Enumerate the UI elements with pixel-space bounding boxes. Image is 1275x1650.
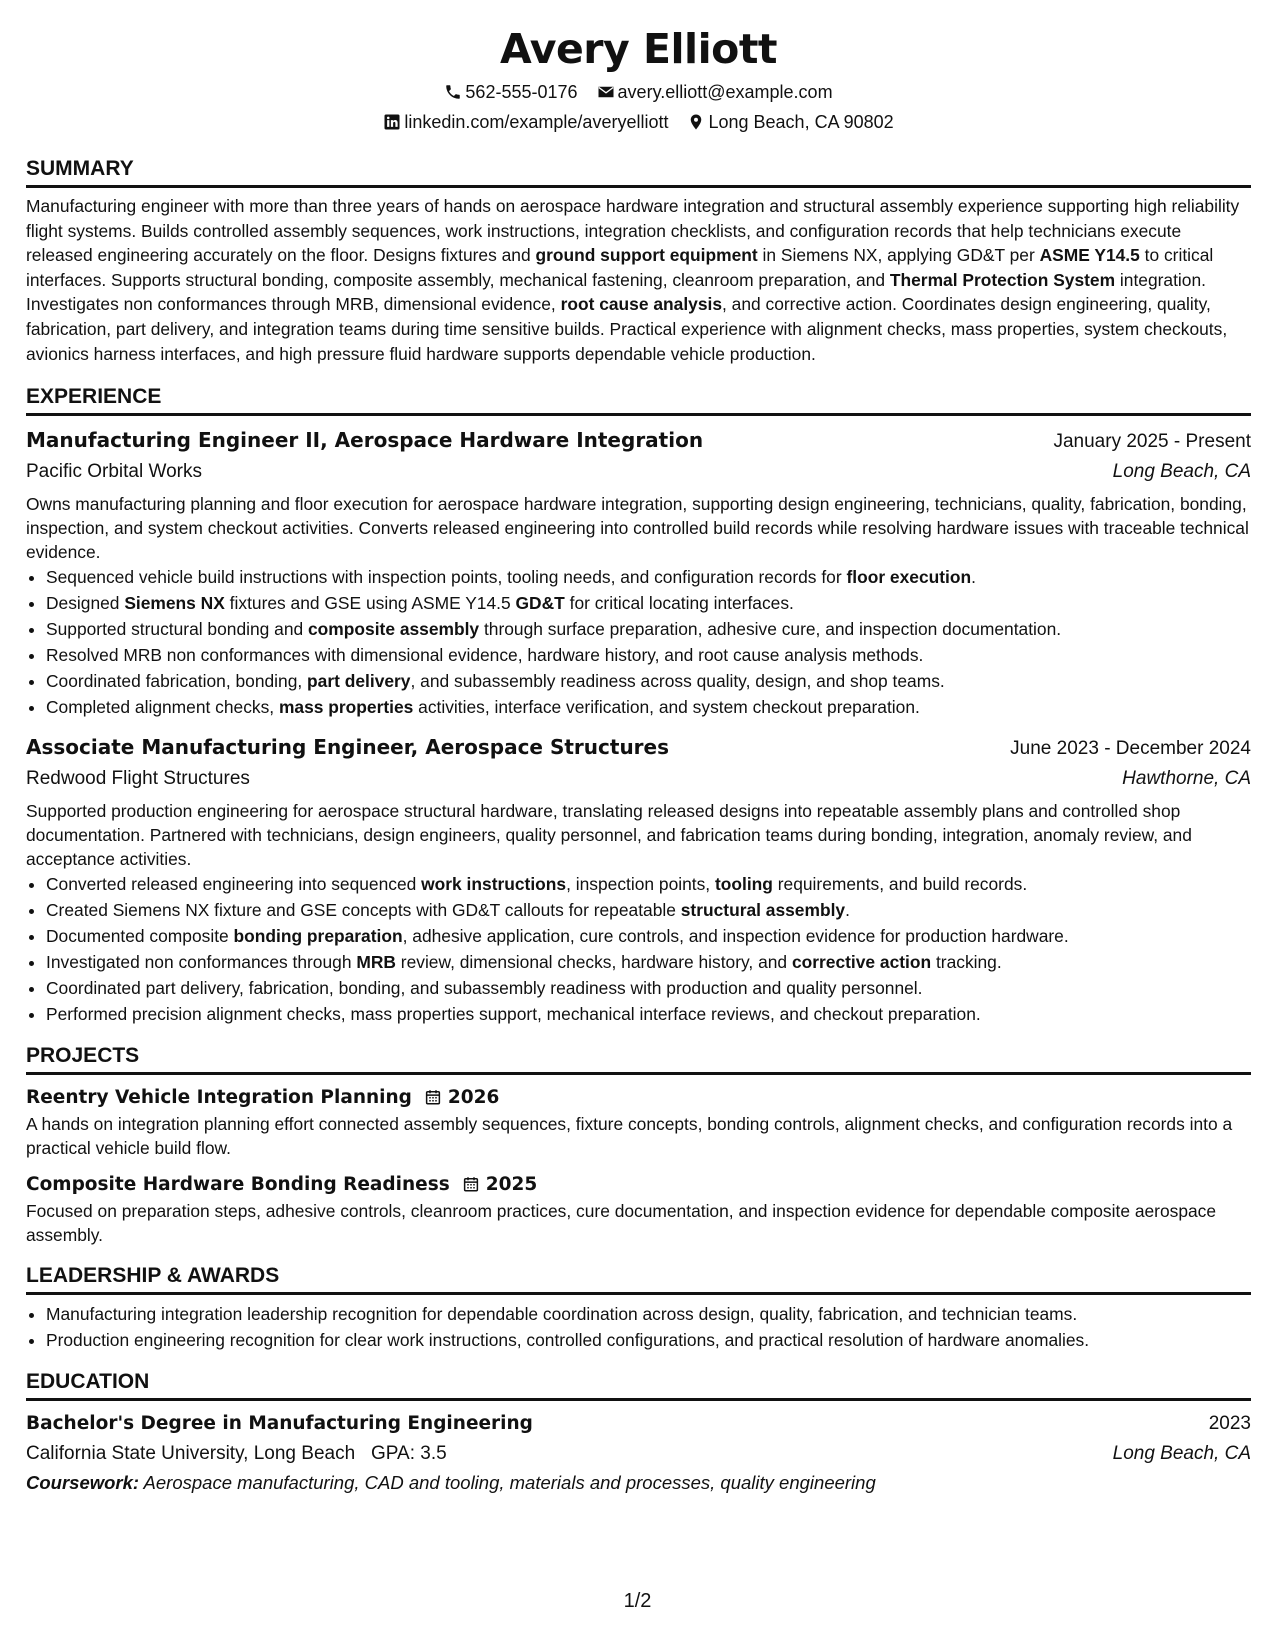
job-bullet (46, 897, 1251, 923)
job-bullet (46, 949, 1251, 975)
coursework-label: Coursework: (26, 1472, 140, 1494)
school: California State University, Long Beach (26, 1443, 356, 1465)
bullet-text: Documented composite (46, 926, 234, 947)
awards-list (26, 1301, 1251, 1353)
bullet-bold: mass properties (278, 697, 414, 718)
calendar-icon (462, 1175, 480, 1193)
job-location: Hawthorne, CA (1122, 768, 1251, 790)
phone-icon (444, 83, 462, 101)
job-dates: January 2025 - Present (1053, 431, 1251, 453)
degree: Bachelor's Degree in Manufacturing Engineering (26, 1413, 533, 1435)
company-name: Redwood Flight Structures (26, 768, 250, 790)
job-bullet (46, 642, 1251, 668)
summary-bold: ground support equipment (535, 245, 758, 266)
summary-text: in Siemens NX, applying GD&T per (757, 245, 1040, 266)
bullet-text: through surface preparation, adhesive cure, and inspection documentation. (479, 619, 1062, 640)
experience-list (26, 425, 1251, 1027)
bullet-text: Supported structural bonding and (46, 619, 309, 640)
bullet-text: Coordinated fabrication, bonding, (46, 671, 308, 692)
coursework-text: Aerospace manufacturing, CAD and tooling, materials and processes, quality engineering (143, 1472, 876, 1494)
experience-heading: EXPERIENCE (26, 384, 1251, 416)
bullet-text: activities, interface verification, and system checkout preparation. (413, 697, 920, 718)
envelope-icon (597, 83, 615, 101)
award-item: • Manufacturing integration leadership recognition for dependable coordination across design, quality, fabrication, and technician teams. (46, 1301, 1251, 1327)
page-number: 1/2 (623, 1590, 652, 1612)
bullet-bold: bonding preparation (233, 926, 403, 947)
job-title: Manufacturing Engineer II, Aerospace Hardware Integration (26, 428, 704, 453)
bullet-text: , and subassembly readiness across quality, design, and shop teams. (410, 671, 945, 692)
linkedin-contact[interactable] (383, 110, 668, 134)
summary-text: to critical interfaces. Supports structural bonding, composite assembly, mechanical fastening, cleanroom preparation, and (26, 245, 1214, 290)
project-description: Focused on preparation steps, adhesive controls, cleanroom practices, cure documentation, and inspection evidence for dependable composite aerospace assembly. (26, 1201, 1217, 1246)
job-bullet (46, 923, 1251, 949)
project-year: 2026 (447, 1087, 500, 1109)
bullet-bold: GD&T (515, 593, 565, 614)
contact-row-2 (26, 110, 1251, 134)
bullet-bold: tooling (714, 874, 773, 895)
email-text: avery.elliott@example.com (617, 82, 833, 102)
email-contact[interactable] (597, 80, 833, 104)
summary-text: integration. Investigates non conformances through MRB, dimensional evidence, (26, 269, 1206, 315)
education-entry (26, 1409, 1251, 1497)
job-bullet (46, 590, 1251, 616)
job-bullet (46, 871, 1251, 897)
summary-bold: ASME Y14.5 (1039, 245, 1140, 266)
bullet-bold: corrective action (791, 952, 932, 973)
phone-text: 562-555-0176 (465, 82, 578, 102)
project-year: 2025 (485, 1174, 538, 1196)
award-item: • Production engineering recognition for clear work instructions, controlled configurations, and practical resolution of hardware anomalies. (46, 1327, 1251, 1353)
school-line (26, 1439, 447, 1469)
candidate-name: Avery Elliott (499, 25, 778, 73)
bullet-text: , adhesive application, cure controls, and inspection evidence for production hardware. (402, 926, 1069, 947)
job-description: Owns manufacturing planning and floor execution for aerospace hardware integration, supporting design engineering, technicians, quality, fabrication, bonding, inspection, and system checkout activities. Converts released engineering into controlled build records while resolving hardware issues with traceable technical evidence. (26, 494, 1249, 563)
map-pin-icon (687, 113, 705, 131)
bullet-text: tracking. (931, 952, 1002, 973)
location-contact (687, 110, 893, 134)
summary-bold: Thermal Protection System (889, 269, 1116, 290)
bullet-text: Investigated non conformances through (46, 952, 357, 973)
project-title: Reentry Vehicle Integration Planning (26, 1087, 412, 1109)
job-entry (26, 732, 1251, 1027)
bullet-text: Sequenced vehicle build instructions with inspection points, tooling needs, and configuration records for (46, 567, 847, 588)
summary-heading: SUMMARY (26, 156, 1251, 188)
job-description: Supported production engineering for aerospace structural hardware, translating released designs into repeatable assembly plans and controlled shop documentation. Partnered with technicians, design engineers, quality personnel, and fabrication teams during bonding, integration, anomaly review, and acceptance activities. (26, 801, 1192, 870)
project-title-line (26, 1084, 1251, 1112)
projects-list (26, 1084, 1251, 1247)
bullet-text: for critical locating interfaces. (564, 593, 794, 614)
bullet-text: fixtures and GSE using ASME Y14.5 (224, 593, 516, 614)
job-bullet (46, 564, 1251, 590)
bullet-bold: structural assembly (680, 900, 846, 921)
summary-text: Manufacturing engineer with more than three years of hands on aerospace hardware integration and structural assembly experience supporting high reliability flight systems. Builds controlled assembly sequences, work instructions, integration checklists, and configuration records that help technicians execute released engineering accurately on the floor. Designs fixtures and (26, 196, 1240, 266)
bullet-bold: floor execution (846, 567, 972, 588)
job-bullets (26, 871, 1251, 1027)
job-bullet (46, 694, 1251, 720)
education-heading: EDUCATION (26, 1369, 1251, 1401)
bullet-bold: part delivery (307, 671, 411, 692)
job-dates: June 2023 - December 2024 (1010, 738, 1251, 760)
awards-heading: LEADERSHIP & AWARDS (26, 1263, 1251, 1295)
job-entry (26, 425, 1251, 720)
project-entry (26, 1084, 1251, 1160)
contact-row-1 (26, 80, 1251, 104)
bullet-bold: work instructions (421, 874, 567, 895)
linkedin-text: linkedin.com/example/averyelliott (404, 112, 669, 132)
bullet-text: Performed precision alignment checks, mass properties support, mechanical interface reviews, and checkout preparation. (46, 1004, 981, 1025)
job-bullet (46, 668, 1251, 694)
calendar-icon (424, 1088, 442, 1106)
school-location: Long Beach, CA (1112, 1443, 1251, 1465)
bullet-text: Resolved MRB non conformances with dimensional evidence, hardware history, and root cause analysis methods. (46, 645, 924, 666)
bullet-text: Converted released engineering into sequenced (46, 874, 422, 895)
bullet-text: Created Siemens NX fixture and GSE concepts with GD&T callouts for repeatable (46, 900, 681, 921)
phone-contact[interactable] (444, 80, 577, 104)
bullet-text: . (971, 567, 976, 588)
job-bullet (46, 616, 1251, 642)
project-title-line (26, 1171, 1251, 1199)
bullet-text: requirements, and build records. (772, 874, 1028, 895)
projects-heading: PROJECTS (26, 1043, 1251, 1075)
resume-page (26, 18, 1251, 1497)
job-bullets (26, 564, 1251, 720)
graduation-year: 2023 (1208, 1413, 1251, 1435)
bullet-text: , inspection points, (566, 874, 715, 895)
bullet-text: Completed alignment checks, (46, 697, 279, 718)
project-description: A hands on integration planning effort connected assembly sequences, fixture concepts, bonding controls, alignment checks, and configuration records into a practical vehicle build flow. (26, 1114, 1233, 1159)
summary-text: , and corrective action. Coordinates design engineering, quality, fabrication, part delivery, and integration teams during time sensitive builds. Practical experience with alignment checks, mass properties, system checkouts, avionics harness interfaces, and high pressure fluid hardware supports dependable vehicle production. (26, 294, 1228, 364)
bullet-bold: MRB (356, 952, 396, 973)
bullet-bold: composite assembly (308, 619, 480, 640)
job-bullet (46, 975, 1251, 1001)
company-name: Pacific Orbital Works (26, 461, 202, 483)
bullet-bold: Siemens NX (124, 593, 225, 614)
bullet-text: Designed (46, 593, 125, 614)
job-bullet (46, 1001, 1251, 1027)
bullet-text: Coordinated part delivery, fabrication, bonding, and subassembly readiness with production and quality personnel. (46, 978, 923, 999)
gpa: GPA: 3.5 (371, 1443, 447, 1465)
coursework (26, 1469, 1251, 1497)
summary-bold: root cause analysis (560, 294, 723, 315)
job-title: Associate Manufacturing Engineer, Aerospace Structures (26, 735, 670, 760)
linkedin-icon (383, 113, 401, 131)
bullet-text: . (845, 900, 850, 921)
project-entry (26, 1171, 1251, 1247)
bullet-text: review, dimensional checks, hardware history, and (395, 952, 792, 973)
summary-text (26, 194, 1251, 366)
job-location: Long Beach, CA (1112, 461, 1251, 483)
project-title: Composite Hardware Bonding Readiness (26, 1174, 450, 1196)
location-text: Long Beach, CA 90802 (708, 112, 894, 132)
